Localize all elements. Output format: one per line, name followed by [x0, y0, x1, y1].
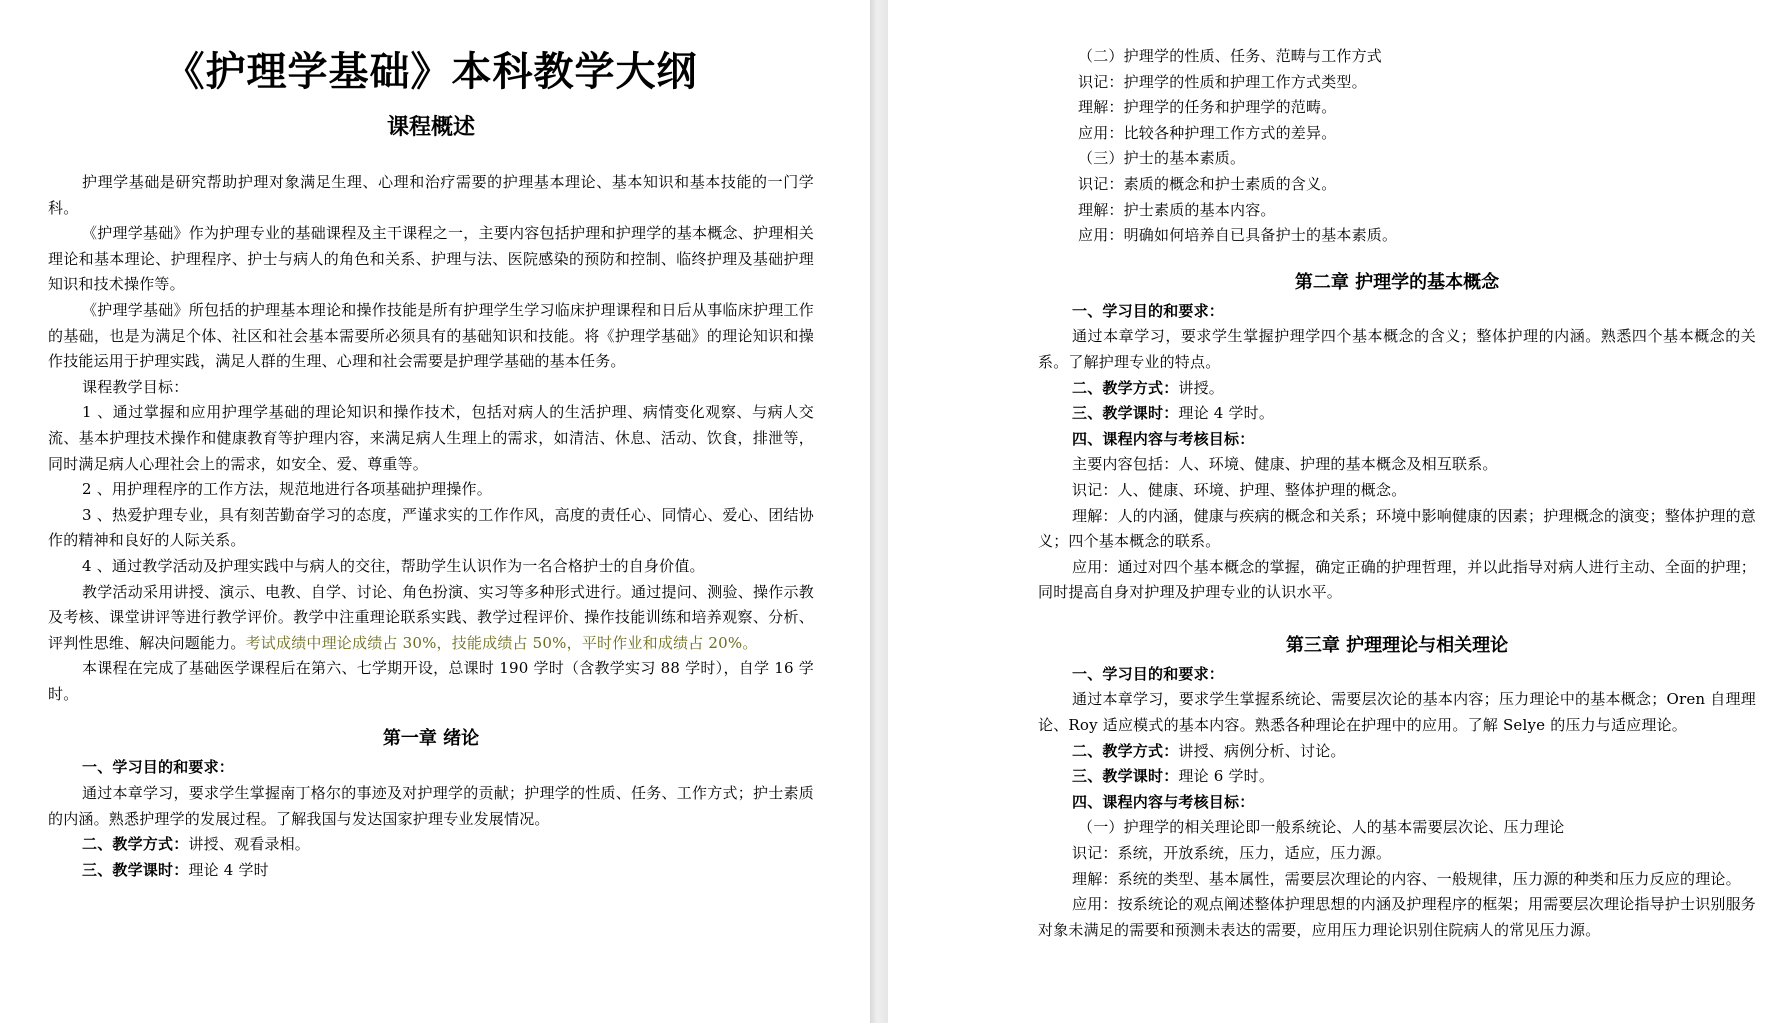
grading-text: 考试成绩中理论成绩占 30%，技能成绩占 50%，平时作业和成绩占 20%。 [245, 633, 758, 652]
ch3-goal-label: 一、学习目的和要求： [1072, 664, 1225, 683]
outline-line: （二）护理学的性质、任务、范畴与工作方式 [1078, 47, 1383, 65]
paragraph: 课程教学目标： [82, 377, 189, 396]
paragraph-hours: 本课程在完成了基础医学课程后在第六、七学期开设，总课时 190 学时（含教学实习 88 学时），自学 16 学时。 [48, 659, 814, 703]
ch2-method-label: 二、教学方式： [1072, 378, 1179, 397]
ch3-content-label: 四、课程内容与考核目标： [1072, 792, 1255, 811]
ch2-method [1038, 376, 1756, 402]
ch2-hours-text: 理论 4 学时。 [1178, 404, 1275, 423]
ch2-hours [1038, 401, 1756, 427]
document-page-right [888, 0, 1786, 1023]
paragraph: 《护理学基础》作为护理专业的基础课程及主干课程之一，主要内容包括护理和护理学的基本概念、护理相关理论和基本理论、护理程序、护士与病人的角色和关系、护理与法、医院感染的预防和控制、临终护理及基础护理知识和技术操作等。 [48, 224, 814, 294]
page-gutter [870, 0, 888, 1023]
outline-line: 理解：护士素质的基本内容。 [1078, 200, 1276, 219]
document-page-left [0, 0, 870, 1023]
ch1-hours-label: 三、教学课时： [82, 860, 189, 879]
outline-line: 应用：比较各种护理工作方式的差异。 [1078, 123, 1337, 142]
ch3-content-line: 理解：系统的类型、基本属性，需要层次理论的内容、一般规律，压力源的种类和压力反应的理论。 [1072, 869, 1741, 888]
ch1-hours [48, 858, 814, 884]
ch3-method-text: 讲授、病例分析、讨论。 [1178, 741, 1346, 760]
list-item: 2 、用护理程序的工作方法，规范地进行各项基础护理操作。 [82, 480, 492, 499]
outline-line: （三）护士的基本素质。 [1078, 149, 1246, 168]
chapter-1-title: 第一章 绪论 [382, 728, 480, 750]
list-item: 4 、通过教学活动及护理实践中与病人的交往，帮助学生认识作为一名合格护士的自身价值。 [82, 556, 705, 575]
paragraph: 《护理学基础》所包括的护理基本理论和操作技能是所有护理学生学习临床护理课程和日后从事临床护理工作的基础，也是为满足个体、社区和社会基本需要所必须具有的基础知识和技能。将《护理学基础》的理论知识和操作技能运用于护理实践，满足人群的生理、心理和社会需要是护理学基础的基本任务。 [48, 300, 814, 371]
list-item: 3 、热爱护理专业，具有刻苦勤奋学习的态度，严谨求实的工作作风，高度的责任心、同情心、爱心、团结协作的精神和良好的人际关系。 [48, 505, 814, 550]
ch2-goal-label: 一、学习目的和要求： [1072, 301, 1225, 320]
ch3-hours-label: 三、教学课时： [1072, 767, 1179, 786]
ch2-content-line: 主要内容包括：人、环境、健康、护理的基本概念及相互联系。 [1072, 455, 1498, 474]
ch3-method [1038, 739, 1756, 765]
document-title: 《护理学基础》本科教学大纲 [164, 48, 698, 95]
ch1-goal-text: 通过本章学习，要求学生掌握南丁格尔的事迹及对护理学的贡献；护理学的性质、任务、工作方式；护士素质的内涵。熟悉护理学的发展过程。了解我国与发达国家护理专业发展情况。 [48, 784, 814, 828]
ch2-content-line: 理解：人的内涵，健康与疾病的概念和关系；环境中影响健康的因素；护理概念的演变；整体护理的意义；四个基本概念的联系。 [1038, 506, 1757, 551]
ch3-method-label: 二、教学方式： [1072, 741, 1179, 760]
ch1-method-text: 讲授、观看录相。 [188, 835, 311, 854]
ch2-hours-label: 三、教学课时： [1072, 404, 1179, 423]
outline-line: 识记：素质的概念和护士素质的含义。 [1078, 174, 1337, 193]
ch2-method-text: 讲授。 [1178, 378, 1225, 397]
ch3-content-line: 识记：系统，开放系统，压力，适应，压力源。 [1072, 844, 1392, 863]
ch2-content-line: 应用：通过对四个基本概念的掌握，确定正确的护理哲理，并以此指导对病人进行主动、全面的护理；同时提高自身对护理及护理专业的认识水平。 [1038, 557, 1757, 602]
evaluation-text: 教学活动采用讲授、演示、电教、自学、讨论、角色扮演、实习等多种形式进行。通过提问、测验、操作示教及考核、课堂讲评等进行教学评价。教学中注重理论联系实践、教学过程评价、操作技能训练和培养观察、分析、评判性思维、解决问题能力。 [48, 582, 814, 652]
ch1-hours-text: 理论 4 学时 [188, 860, 269, 879]
outline-line: 识记：护理学的性质和护理工作方式类型。 [1078, 72, 1367, 91]
ch2-content-line: 识记：人、健康、环境、护理、整体护理的概念。 [1072, 480, 1407, 499]
ch2-goal-text: 通过本章学习，要求学生掌握护理学四个基本概念的含义；整体护理的内涵。熟悉四个基本概念的关系。了解护理专业的特点。 [1038, 327, 1756, 371]
ch3-goal-text: 通过本章学习，要求学生掌握系统论、需要层次论的基本内容；压力理论中的基本概念；Oren 自理理论、Roy 适应模式的基本内容。熟悉各种理论在护理中的应用。了解 Selye 的压力与适应理论。 [1038, 690, 1756, 735]
ch3-content-line: 应用：按系统论的观点阐述整体护理思想的内涵及护理程序的框架；用需要层次理论指导护士识别服务对象未满足的需要和预测未表达的需要，应用压力理论识别住院病人的常见压力源。 [1038, 895, 1757, 939]
ch1-method [48, 832, 814, 858]
outline-line: 理解：护理学的任务和护理学的范畴。 [1078, 98, 1337, 117]
ch3-hours-text: 理论 6 学时。 [1178, 767, 1275, 786]
ch3-section-heading: （一）护理学的相关理论即一般系统论、人的基本需要层次论、压力理论 [1078, 818, 1565, 837]
ch1-goal-label: 一、学习目的和要求： [82, 758, 235, 777]
section-heading-overview: 课程概述 [386, 114, 475, 140]
outline-line: 应用：明确如何培养自已具备护士的基本素质。 [1078, 226, 1398, 245]
paragraph: 护理学基础是研究帮助护理对象满足生理、心理和治疗需要的护理基本理论、基本知识和基本技能的一门学科。 [48, 173, 814, 217]
ch2-content-label: 四、课程内容与考核目标： [1072, 429, 1255, 448]
ch3-hours [1038, 764, 1756, 790]
ch1-method-label: 二、教学方式： [82, 835, 189, 854]
chapter-2-title: 第二章 护理学的基本概念 [1294, 271, 1500, 293]
list-item: 1 、通过掌握和应用护理学基础的理论知识和操作技术，包括对病人的生活护理、病情变化观察、与病人交流、基本护理技术操作和健康教育等护理内容，来满足病人生理上的需求，如清洁、休息、活动、饮食，排泄等，同时满足病人心理社会上的需求，如安全、爱、尊重等。 [48, 403, 814, 473]
paragraph-evaluation [48, 580, 814, 657]
chapter-3-title: 第三章 护理理论与相关理论 [1285, 634, 1509, 656]
